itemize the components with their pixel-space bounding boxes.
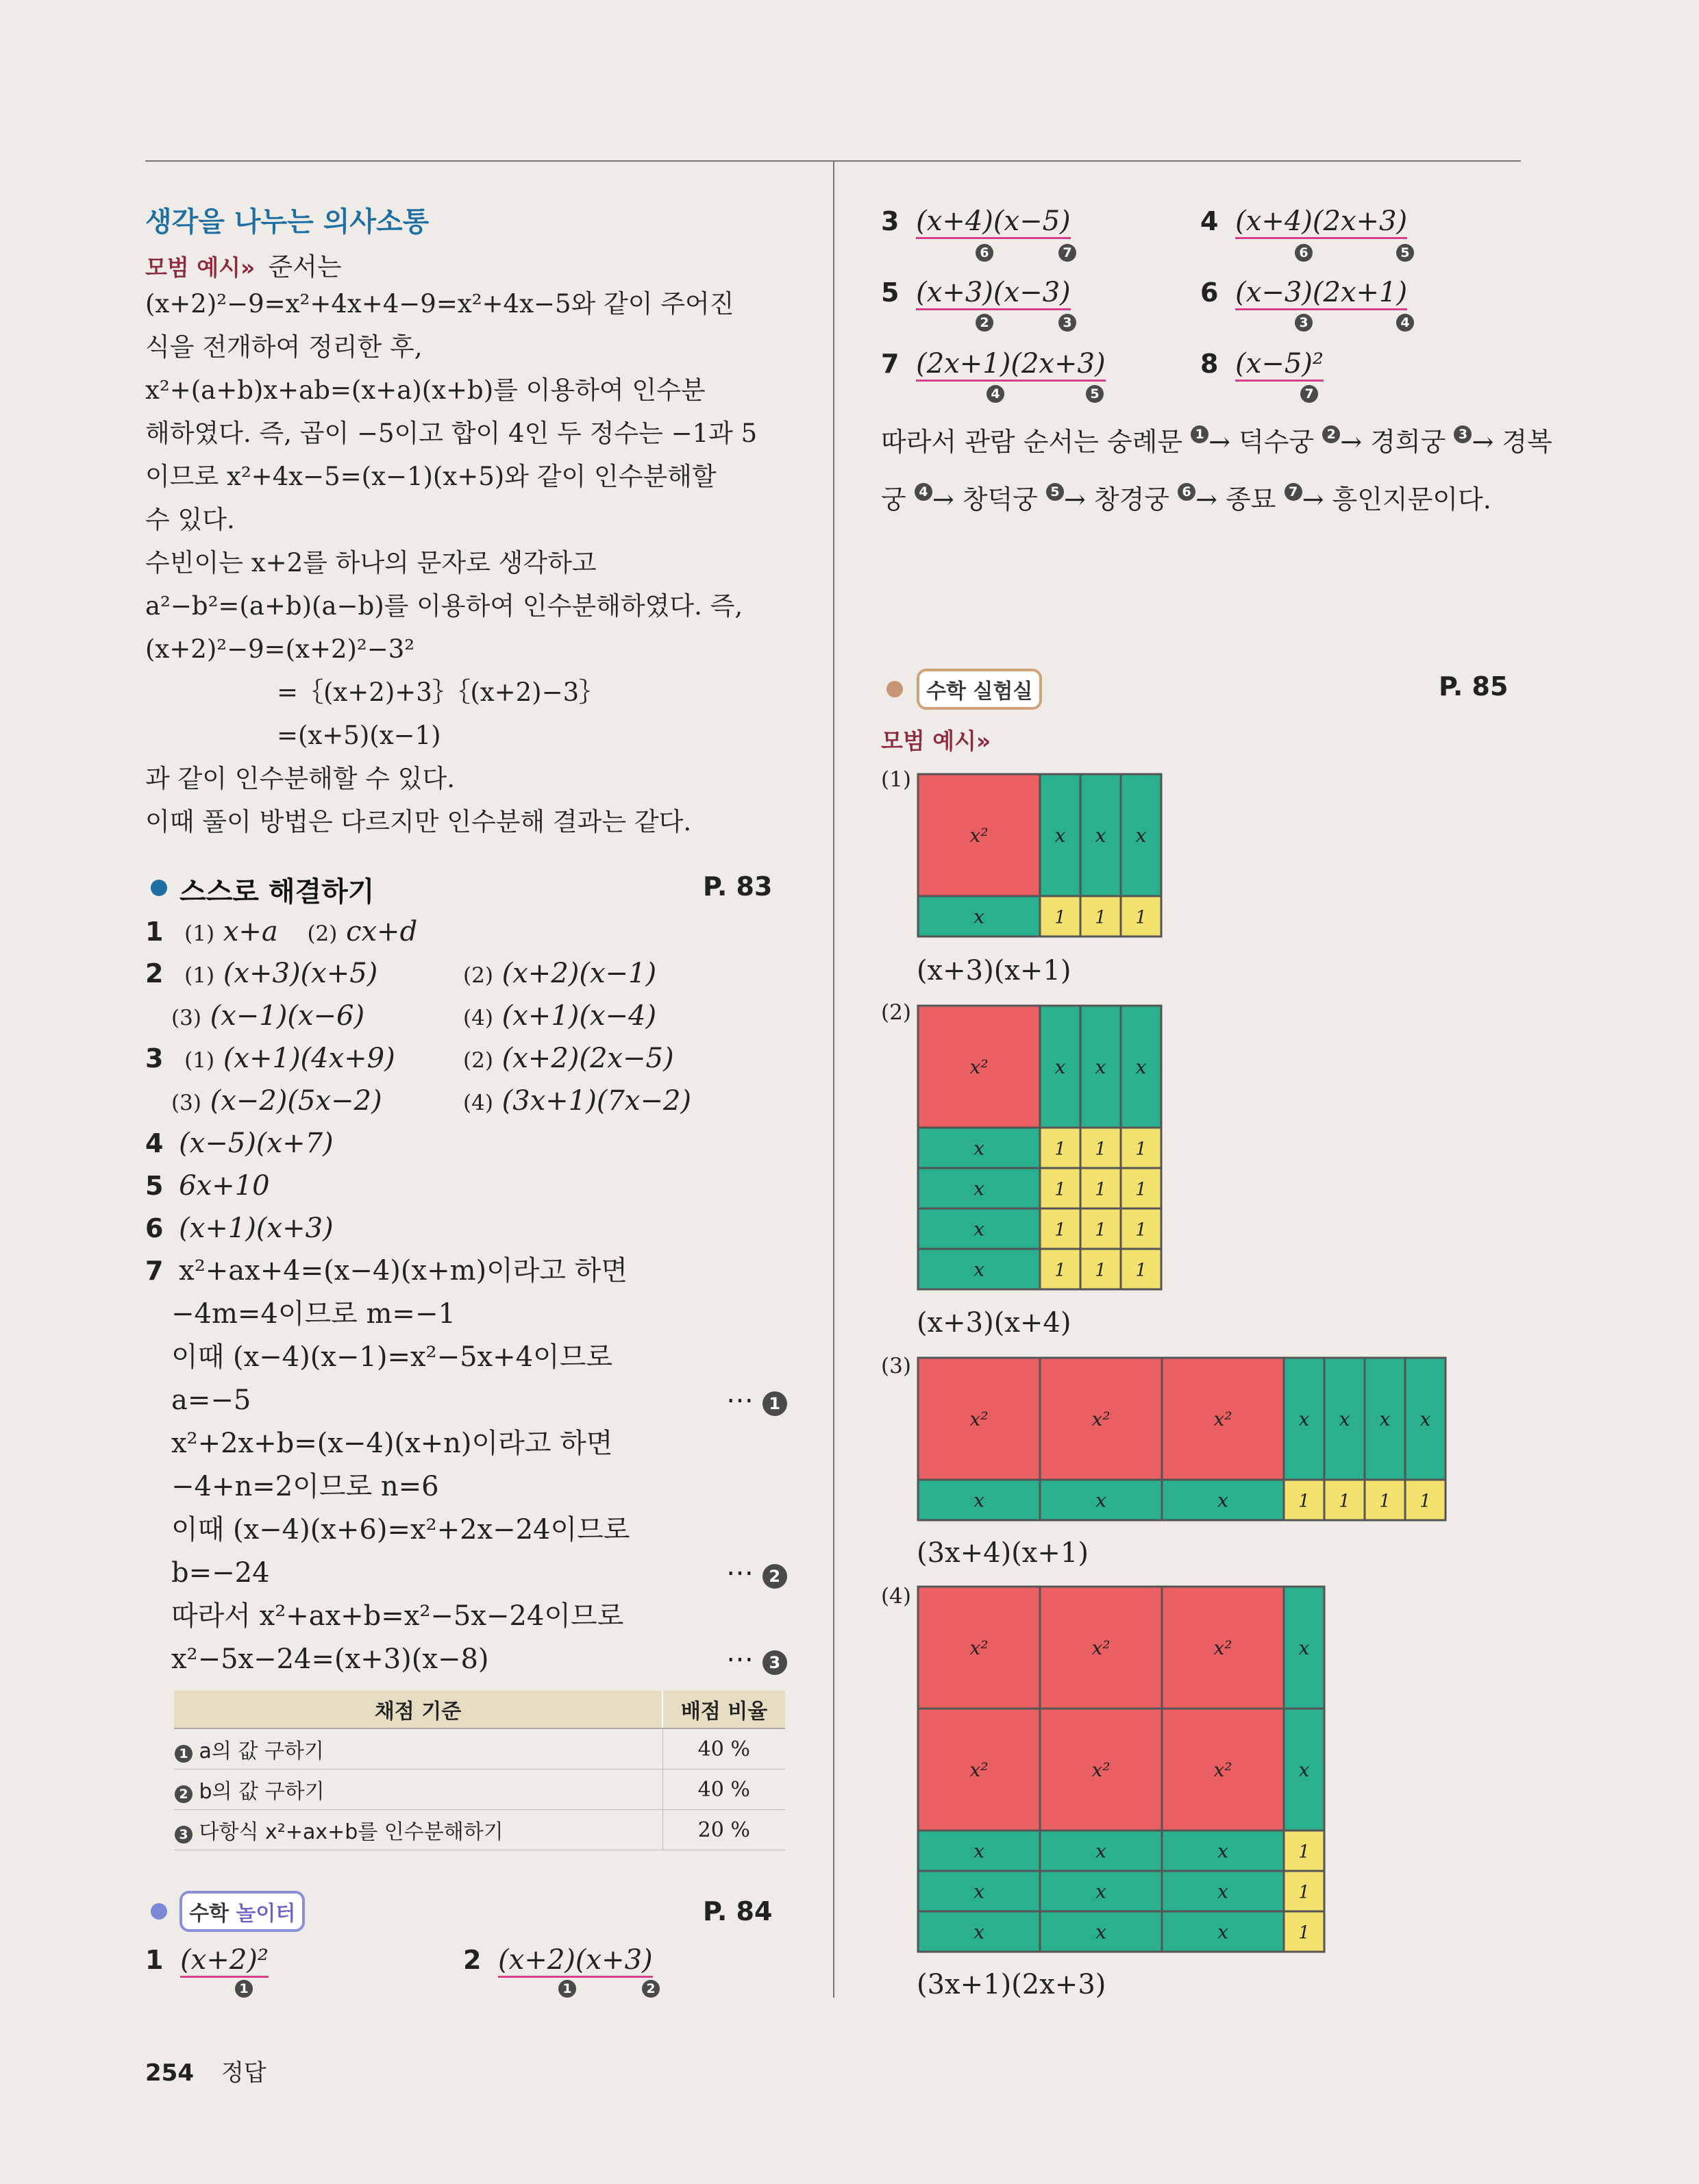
unit-tile xyxy=(1365,1480,1405,1520)
unit-tile xyxy=(1080,1128,1121,1168)
answer-7-line: −4+n=2이므로 n=6 xyxy=(171,1471,439,1502)
svg-text:x: x xyxy=(1095,1839,1106,1863)
x-squared-tile xyxy=(918,1006,1040,1128)
unit-tile xyxy=(1121,1249,1161,1289)
mark: 1 xyxy=(558,1980,576,1998)
play-item-7: 7 (2x+1)(2x+3) xyxy=(881,343,1106,386)
unit-tile xyxy=(1040,1208,1080,1249)
svg-text:1: 1 xyxy=(1095,1179,1106,1200)
unit-tile xyxy=(1080,1249,1121,1289)
svg-text:1: 1 xyxy=(1379,1491,1391,1512)
svg-text:x: x xyxy=(1419,1408,1431,1430)
answer-3-3: (3) (x−2)(5x−2) xyxy=(171,1085,382,1117)
svg-text:x: x xyxy=(1054,824,1066,847)
mark: 7 xyxy=(1058,244,1076,262)
svg-text:1: 1 xyxy=(1054,1260,1066,1281)
x-tile xyxy=(1121,774,1161,896)
answer-7-line: a=−5 xyxy=(171,1385,251,1416)
answer-4: 4 (x−5)(x+7) xyxy=(145,1128,334,1159)
svg-text:x²: x² xyxy=(1091,1637,1111,1659)
svg-text:x: x xyxy=(973,1177,984,1200)
svg-text:x: x xyxy=(973,1217,984,1241)
model-line: 수빈이는 x+2를 하나의 문자로 생각하고 xyxy=(145,548,597,578)
x-squared-tile xyxy=(918,774,1040,896)
answer-7-line: x²−5x−24=(x+3)(x−8) xyxy=(171,1643,489,1675)
svg-text:x: x xyxy=(973,1258,984,1281)
model-label: 모범 예시» 준서는 xyxy=(145,252,342,282)
model-line: (x+2)²−9=x²+4x+4−9=x²+4x−5와 같이 주어진 xyxy=(145,289,734,319)
diagram-label: (1) xyxy=(881,767,911,792)
unit-tile xyxy=(1121,1128,1161,1168)
x-tile xyxy=(1040,1871,1162,1911)
model-line: 수 있다. xyxy=(145,505,235,534)
x-tile xyxy=(1365,1358,1405,1480)
svg-text:x²: x² xyxy=(1213,1759,1232,1781)
svg-text:x²: x² xyxy=(1091,1408,1111,1430)
svg-text:x: x xyxy=(1339,1408,1350,1430)
x-tile xyxy=(918,1871,1040,1911)
svg-text:1: 1 xyxy=(1135,1260,1147,1281)
x-tile xyxy=(1284,1358,1324,1480)
lab-model-label: 모범 예시» xyxy=(881,728,991,754)
x-tile xyxy=(1162,1831,1284,1871)
mark: 4 xyxy=(987,385,1004,403)
svg-text:x²: x² xyxy=(1091,1759,1111,1781)
x-tile xyxy=(1040,1006,1080,1128)
x-tile xyxy=(1284,1587,1324,1709)
unit-tile xyxy=(1121,1168,1161,1208)
svg-text:1: 1 xyxy=(1095,1260,1106,1281)
svg-text:x²: x² xyxy=(969,1408,989,1430)
diagram-result: (x+3)(x+1) xyxy=(917,955,1071,986)
x-tile xyxy=(1324,1358,1365,1480)
play-item-3: 3 (x+4)(x−5) xyxy=(881,200,1071,243)
svg-text:x: x xyxy=(1095,1920,1106,1944)
svg-text:x: x xyxy=(1135,824,1147,847)
svg-text:x: x xyxy=(1217,1839,1228,1863)
unit-tile xyxy=(1284,1831,1324,1871)
unit-tile xyxy=(1040,1168,1080,1208)
answer-7-line: b=−24 xyxy=(171,1557,270,1589)
mark: 7 xyxy=(1300,385,1318,403)
play-item-6: 6 (x−3)(2x+1) xyxy=(1200,271,1407,314)
svg-text:1: 1 xyxy=(1054,1179,1066,1200)
x-tile xyxy=(1284,1709,1324,1831)
footer: 254 정답 xyxy=(145,2059,266,2087)
model-line: 이므로 x²+4x−5=(x−1)(x+5)와 같이 인수분해할 xyxy=(145,462,717,491)
x-tile xyxy=(918,1831,1040,1871)
unit-tile xyxy=(1121,896,1161,936)
svg-text:x²: x² xyxy=(969,1759,989,1781)
mark: 2 xyxy=(642,1980,660,1998)
svg-text:x: x xyxy=(973,1137,984,1160)
playground-badge: 수학 놀이터 xyxy=(179,1891,305,1932)
unit-tile xyxy=(1121,1208,1161,1249)
answer-7: 7 x²+ax+4=(x−4)(x+m)이라고 하면 xyxy=(145,1255,628,1287)
lab-badge: 수학 실험실 xyxy=(917,669,1042,710)
answer-7-line: x²+2x+b=(x−4)(x+n)이라고 하면 xyxy=(171,1428,613,1459)
svg-text:1: 1 xyxy=(1054,1139,1066,1160)
x-squared-tile xyxy=(1040,1358,1162,1480)
model-line: 해하였다. 즉, 곱이 −5이고 합이 4인 두 정수는 −1과 5 xyxy=(145,419,758,448)
route-line-2: 궁 4 → 창덕궁 5 → 창경궁 6 → 종묘 7 → 흥인지문이다. xyxy=(881,484,1491,514)
svg-text:x: x xyxy=(1054,1056,1066,1078)
marker-1: ⋯ 1 xyxy=(726,1379,787,1422)
svg-text:1: 1 xyxy=(1095,907,1106,928)
mark: 5 xyxy=(1086,385,1104,403)
diagram-result: (x+3)(x+4) xyxy=(917,1307,1071,1339)
x-tile xyxy=(1040,1911,1162,1952)
svg-text:x: x xyxy=(1217,1880,1228,1903)
x-tile xyxy=(918,896,1040,936)
svg-text:1: 1 xyxy=(1298,1841,1310,1863)
svg-text:x: x xyxy=(1135,1056,1147,1078)
diagram-label: (4) xyxy=(881,1584,911,1609)
svg-text:x: x xyxy=(973,1839,984,1863)
x-squared-tile xyxy=(1040,1709,1162,1831)
answer-2-2: (2) (x+2)(x−1) xyxy=(463,958,657,989)
answer-7-line: −4m=4이므로 m=−1 xyxy=(171,1298,456,1330)
self-solve-title: 스스로 해결하기 xyxy=(179,876,375,908)
x-tile xyxy=(918,1128,1040,1168)
x-squared-tile xyxy=(918,1587,1040,1709)
x-tile xyxy=(918,1480,1040,1520)
model-line: a²−b²=(a+b)(a−b)를 이용하여 인수분해하였다. 즉, xyxy=(145,591,743,621)
model-line: 식을 전개하여 정리한 후, xyxy=(145,332,423,362)
x-tile xyxy=(918,1208,1040,1249)
answer-3-4: (4) (3x+1)(7x−2) xyxy=(463,1085,692,1117)
svg-text:x: x xyxy=(1095,1489,1106,1512)
x-squared-tile xyxy=(1162,1587,1284,1709)
svg-text:x²: x² xyxy=(969,824,989,847)
mark: 6 xyxy=(976,244,993,262)
svg-text:1: 1 xyxy=(1135,1219,1147,1241)
svg-text:x: x xyxy=(1217,1489,1228,1512)
mark: 3 xyxy=(1295,314,1313,332)
play-item-1: 1 (x+2)² xyxy=(145,1939,269,1982)
svg-text:1: 1 xyxy=(1339,1491,1350,1512)
answer-5: 5 6x+10 xyxy=(145,1170,270,1202)
svg-text:x: x xyxy=(973,1920,984,1944)
svg-text:x: x xyxy=(1095,1880,1106,1903)
unit-tile xyxy=(1284,1911,1324,1952)
svg-text:x: x xyxy=(973,905,984,928)
svg-text:x²: x² xyxy=(969,1637,989,1659)
model-line: (x+2)²−9=(x+2)²−3² xyxy=(145,634,415,664)
marker-3: ⋯ 3 xyxy=(726,1638,787,1681)
svg-text:x: x xyxy=(1298,1408,1310,1430)
x-tile xyxy=(1162,1871,1284,1911)
x-tile xyxy=(1405,1358,1446,1480)
unit-tile xyxy=(1080,1168,1121,1208)
unit-tile xyxy=(1040,896,1080,936)
svg-text:x: x xyxy=(1217,1920,1228,1944)
play-item-2: 2 (x+2)(x+3) xyxy=(463,1939,653,1982)
play-item-8: 8 (x−5)² xyxy=(1200,343,1324,386)
diagram-label: (3) xyxy=(881,1354,911,1378)
score-table: 채점 기준 배점 비율 1 a의 값 구하기 40 % 2 b의 값 구하기 40 % 3 다항식 x²+ax+b를 인수분해하기 20 % xyxy=(174,1691,785,1850)
x-tile xyxy=(1162,1911,1284,1952)
x-squared-tile xyxy=(918,1358,1040,1480)
svg-text:1: 1 xyxy=(1095,1139,1106,1160)
svg-text:x: x xyxy=(1298,1759,1310,1781)
answer-3: 3 (1) (x+1)(4x+9) xyxy=(145,1043,395,1074)
play-item-4: 4 (x+4)(2x+3) xyxy=(1200,200,1407,243)
x-tile xyxy=(918,1911,1040,1952)
table-row: 3 다항식 x²+ax+b를 인수분해하기 20 % xyxy=(174,1810,785,1850)
answer-7-line: 이때 (x−4)(x+6)=x²+2x−24이므로 xyxy=(171,1514,630,1546)
unit-tile xyxy=(1284,1480,1324,1520)
svg-text:1: 1 xyxy=(1419,1491,1431,1512)
svg-text:1: 1 xyxy=(1054,907,1066,928)
model-line: x²+(a+b)x+ab=(x+a)(x+b)를 이용하여 인수분 xyxy=(145,375,706,405)
answer-2-3: (3) (x−1)(x−6) xyxy=(171,1000,365,1032)
unit-tile xyxy=(1040,1128,1080,1168)
diagram-result: (3x+4)(x+1) xyxy=(917,1537,1089,1569)
mark: 5 xyxy=(1396,244,1414,262)
svg-text:x: x xyxy=(1379,1408,1391,1430)
answer-7-line: 이때 (x−4)(x−1)=x²−5x+4이므로 xyxy=(171,1341,612,1373)
svg-text:1: 1 xyxy=(1298,1491,1310,1512)
answer-7-line: 따라서 x²+ax+b=x²−5x−24이므로 xyxy=(171,1600,624,1632)
x-squared-tile xyxy=(1162,1358,1284,1480)
svg-text:x: x xyxy=(973,1880,984,1903)
x-tile xyxy=(1040,774,1080,896)
playground-page: P. 84 xyxy=(703,1896,773,1926)
x-tile xyxy=(1080,1006,1121,1128)
answer-2: 2 (1) (x+3)(x+5) xyxy=(145,958,378,989)
svg-text:x: x xyxy=(1095,1056,1106,1078)
lab-page: P. 85 xyxy=(1439,671,1509,702)
mark: 6 xyxy=(1295,244,1313,262)
x-tile xyxy=(1040,1831,1162,1871)
svg-text:x²: x² xyxy=(969,1056,989,1078)
route-line-1: 따라서 관람 순서는 숭례문 1 → 덕수궁 2 → 경희궁 3 → 경복 xyxy=(881,427,1552,457)
self-solve-page: P. 83 xyxy=(703,871,773,902)
x-squared-tile xyxy=(1162,1709,1284,1831)
play-item-5: 5 (x+3)(x−3) xyxy=(881,271,1071,314)
model-line: =｛(x+2)+3｝｛(x+2)−3｝ xyxy=(277,678,605,707)
unit-tile xyxy=(1080,1208,1121,1249)
unit-tile xyxy=(1080,896,1121,936)
svg-text:1: 1 xyxy=(1298,1882,1310,1903)
mark: 1 xyxy=(235,1980,253,1998)
table-row: 2 b의 값 구하기 40 % xyxy=(174,1770,785,1810)
svg-text:1: 1 xyxy=(1135,1179,1147,1200)
x-tile xyxy=(1040,1480,1162,1520)
section-title: 생각을 나누는 의사소통 xyxy=(145,206,430,238)
svg-text:x: x xyxy=(1298,1637,1310,1659)
svg-text:1: 1 xyxy=(1135,1139,1147,1160)
table-row: 1 a의 값 구하기 40 % xyxy=(174,1728,785,1770)
x-tile xyxy=(1162,1480,1284,1520)
diagram-label: (2) xyxy=(881,1000,911,1025)
unit-tile xyxy=(1405,1480,1446,1520)
svg-text:1: 1 xyxy=(1054,1219,1066,1241)
svg-text:x²: x² xyxy=(1213,1408,1232,1430)
x-tile xyxy=(1121,1006,1161,1128)
unit-tile xyxy=(1040,1249,1080,1289)
answer-1: 1 (1) x+a (2) cx+d xyxy=(145,916,418,947)
x-tile xyxy=(1080,774,1121,896)
mark: 2 xyxy=(976,314,993,332)
unit-tile xyxy=(1324,1480,1365,1520)
svg-text:1: 1 xyxy=(1095,1219,1106,1241)
answer-6: 6 (x+1)(x+3) xyxy=(145,1213,334,1244)
answer-2-4: (4) (x+1)(x−4) xyxy=(463,1000,657,1032)
mark: 3 xyxy=(1058,314,1076,332)
diagram-result: (3x+1)(2x+3) xyxy=(917,1969,1106,2000)
unit-tile xyxy=(1284,1871,1324,1911)
x-tile xyxy=(918,1168,1040,1208)
x-squared-tile xyxy=(918,1709,1040,1831)
svg-text:x: x xyxy=(973,1489,984,1512)
x-squared-tile xyxy=(1040,1587,1162,1709)
mark: 4 xyxy=(1396,314,1414,332)
svg-text:x: x xyxy=(1095,824,1106,847)
model-line: =(x+5)(x−1) xyxy=(277,721,441,750)
svg-text:1: 1 xyxy=(1298,1922,1310,1944)
answer-3-2: (2) (x+2)(2x−5) xyxy=(463,1043,674,1074)
model-line: 이때 풀이 방법은 다르지만 인수분해 결과는 같다. xyxy=(145,807,692,836)
svg-text:1: 1 xyxy=(1135,907,1147,928)
svg-text:x²: x² xyxy=(1213,1637,1232,1659)
x-tile xyxy=(918,1249,1040,1289)
marker-2: ⋯ 2 xyxy=(726,1552,787,1595)
model-line: 과 같이 인수분해할 수 있다. xyxy=(145,764,455,793)
